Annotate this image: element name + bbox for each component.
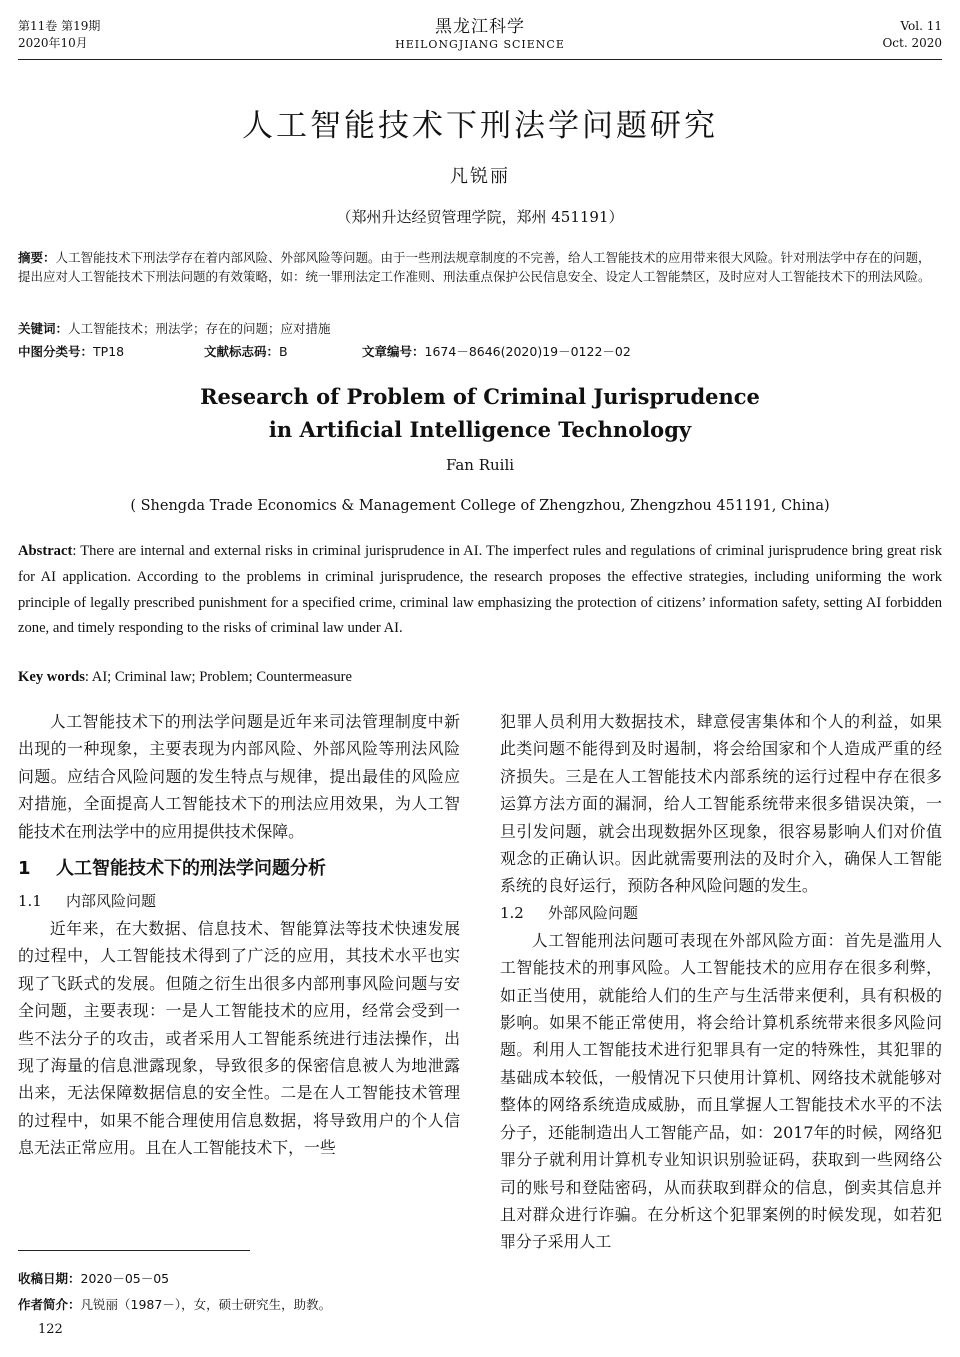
- author-bio-label: 作者简介：: [18, 1297, 81, 1312]
- journal-name-en: HEILONGJIANG SCIENCE: [395, 38, 565, 51]
- subsection-1-1-paragraph: 近年来，在大数据、信息技术、智能算法等技术快速发展的过程中，人工智能技术得到了广泛的应用，其技术水平也实现了飞跃式的发展。但随之衍生出很多内部刑事风险问题与安全问题，主要表现：一是人工智能技术的应用，经常会受到一些不法分子的攻击，或者采用人工智能系统进行违法操作，出现了海量的信息泄露现象，导致很多的保密信息被人为地泄露出来，无法保障数据信息的安全性。二是在人工智能技术管理的过程中，如果不能合理使用信息数据，将导致用户的个人信息无法正常应用。且在人工智能技术下，一些: [18, 919, 460, 1158]
- subsection-1-1-paragraph-continued: 犯罪人员利用大数据技术，肆意侵害集体和个人的利益，如果此类问题不能得到及时遏制，将会给国家和个人造成严重的经济损失。三是在人工智能技术内部系统的运行过程中存在很多运算方法方面的漏洞，给人工智能系统带来很多错误决策，一旦引发问题，就会出现数据外区现象，很容易影响人们对价值观念的正确认识。因此就需要刑法的及时介入，确保人工智能系统的良好运行，预防各种风险问题的发生。: [500, 712, 942, 896]
- affiliation-cn: （郑州升达经贸管理学院，郑州 451191）: [336, 208, 624, 226]
- subsection-1-2-title: 外部风险问题: [548, 903, 639, 922]
- subsection-1-1-number: 1.1: [18, 892, 42, 911]
- clc-code: 中图分类号：TP18: [18, 344, 125, 359]
- date-cn: 2020年10月: [18, 36, 88, 50]
- abstract-cn-label: 摘要：: [18, 250, 56, 265]
- footnote-author-bio: [18, 1296, 331, 1314]
- abstract-cn-text: 人工智能技术下刑法学存在着内部风险、外部风险等问题。由于一些刑法规章制度的不完善，给人工智能技术的应用带来很大风险。针对刑法学中存在的问题，提出应对人工智能技术下刑法问题的有效策略，如：统一罪刑法定工作准则、刑法重点保护公民信息安全、设定人工智能禁区，及时应对人工智能技术下的刑法风险。: [18, 250, 931, 284]
- keywords-en: [18, 666, 942, 688]
- keywords-en-text: : AI; Criminal law; Problem; Countermeasure: [84, 669, 352, 685]
- page-number: 122: [38, 1322, 63, 1337]
- date-en: Oct. 2020: [882, 36, 942, 50]
- author-name-cn: 凡锐丽: [450, 166, 510, 187]
- affiliation-en: ( Shengda Trade Economics & Management College of Zhengzhou, Zhengzhou 451191, China): [130, 498, 830, 514]
- received-label: 收稿日期：: [18, 1271, 81, 1286]
- author-bio-text: 凡锐丽（1987－），女，硕士研究生，助教。: [80, 1297, 332, 1312]
- abstract-en-text: : There are internal and external risks in criminal jurisprudence in AI. The imperfect rules and regulations of criminal jurisprudence bring great risk for AI application. According to the problems in criminal jurisprudence, the research proposes the effective strategies, including uniforming the work principle of legally prescribed punishment for a specified crime, criminal law emphasizing the protection of citizens’ information safety, setting AI forbidden zone, and timely responding to the risks of criminal law under AI.: [18, 543, 942, 637]
- subsection-1-2-paragraph: 人工智能刑法问题可表现在外部风险方面：首先是滥用人工智能技术的刑事风险。人工智能技术的应用存在很多利弊，如正当使用，就能给人们的生产与生活带来便利，具有积极的影响。如果不能正常使用，将会给计算机系统带来很多风险问题。利用人工智能技术进行犯罪具有一定的特殊性，其犯罪的基础成本较低，一般情况下只使用计算机、网络技术就能够对整体的网络系统造成威胁，而且掌握人工智能技术水平的不法分子，还能制造出人工智能产品，如：2017年的时候，网络犯罪分子就利用计算机专业知识识别验证码，获取到一些网络公司的账号和登陆密码，从而获取到群众的信息，倒卖其信息并且对群众进行诈骗。在分析这个犯罪案例的时候发现，如若犯罪分子采用人工: [500, 930, 942, 1252]
- author-name-en: Fan Ruili: [445, 456, 515, 474]
- volume-en: Vol. 11: [900, 19, 942, 33]
- paper-title-en-line2: in Artificial Intelligence Technology: [268, 417, 692, 442]
- header-divider: [18, 59, 942, 60]
- abstract-en-label: Abstract: [18, 543, 73, 559]
- section-1-number: 1: [18, 858, 31, 880]
- document-code: 文献标志码：B: [204, 344, 288, 359]
- paper-title-en-line1: Research of Problem of Criminal Jurisprudence: [200, 384, 760, 409]
- article-number: 文章编号：1674－8646(2020)19－0122－02: [362, 344, 631, 359]
- keywords-cn-label: 关键词：: [18, 321, 69, 336]
- subsection-1-2-number: 1.2: [500, 903, 524, 922]
- paper-title-cn: 人工智能技术下刑法学问题研究: [242, 108, 718, 144]
- footnote-received: [18, 1270, 169, 1288]
- intro-paragraph: 人工智能技术下的刑法学问题是近年来司法管理制度中新出现的一种现象，主要表现为内部风险、外部风险等刑法风险问题。应结合风险问题的发生特点与规律，提出最佳的风险应对措施，全面提高人工智能技术下的刑法应用效果，为人工智能技术在刑法学中的应用提供技术保障。: [18, 712, 460, 841]
- body-column-left: [18, 708, 460, 1162]
- paper-title-en: [0, 380, 960, 446]
- keywords-cn-text: 人工智能技术；刑法学；存在的问题；应对措施: [68, 321, 331, 336]
- subsection-1-1-heading: [18, 888, 460, 915]
- received-date: 2020－05－05: [80, 1271, 170, 1286]
- subsection-1-1-title: 内部风险问题: [66, 892, 157, 911]
- keywords-en-label: Key words: [18, 669, 85, 685]
- footnote-divider: [18, 1250, 250, 1251]
- header-right: [882, 18, 942, 52]
- subsection-1-2-heading: [500, 900, 942, 927]
- volume-issue-cn: 第11卷 第19期: [18, 19, 101, 33]
- section-1-heading: [18, 855, 460, 882]
- abstract-cn: [18, 248, 942, 286]
- keywords-cn: [18, 319, 942, 338]
- body-column-right: [500, 708, 942, 1256]
- journal-name-cn: 黑龙江科学: [435, 17, 525, 37]
- journal-masthead: [0, 16, 960, 52]
- section-1-title: 人工智能技术下的刑法学问题分析: [56, 858, 326, 880]
- abstract-en: [18, 539, 942, 642]
